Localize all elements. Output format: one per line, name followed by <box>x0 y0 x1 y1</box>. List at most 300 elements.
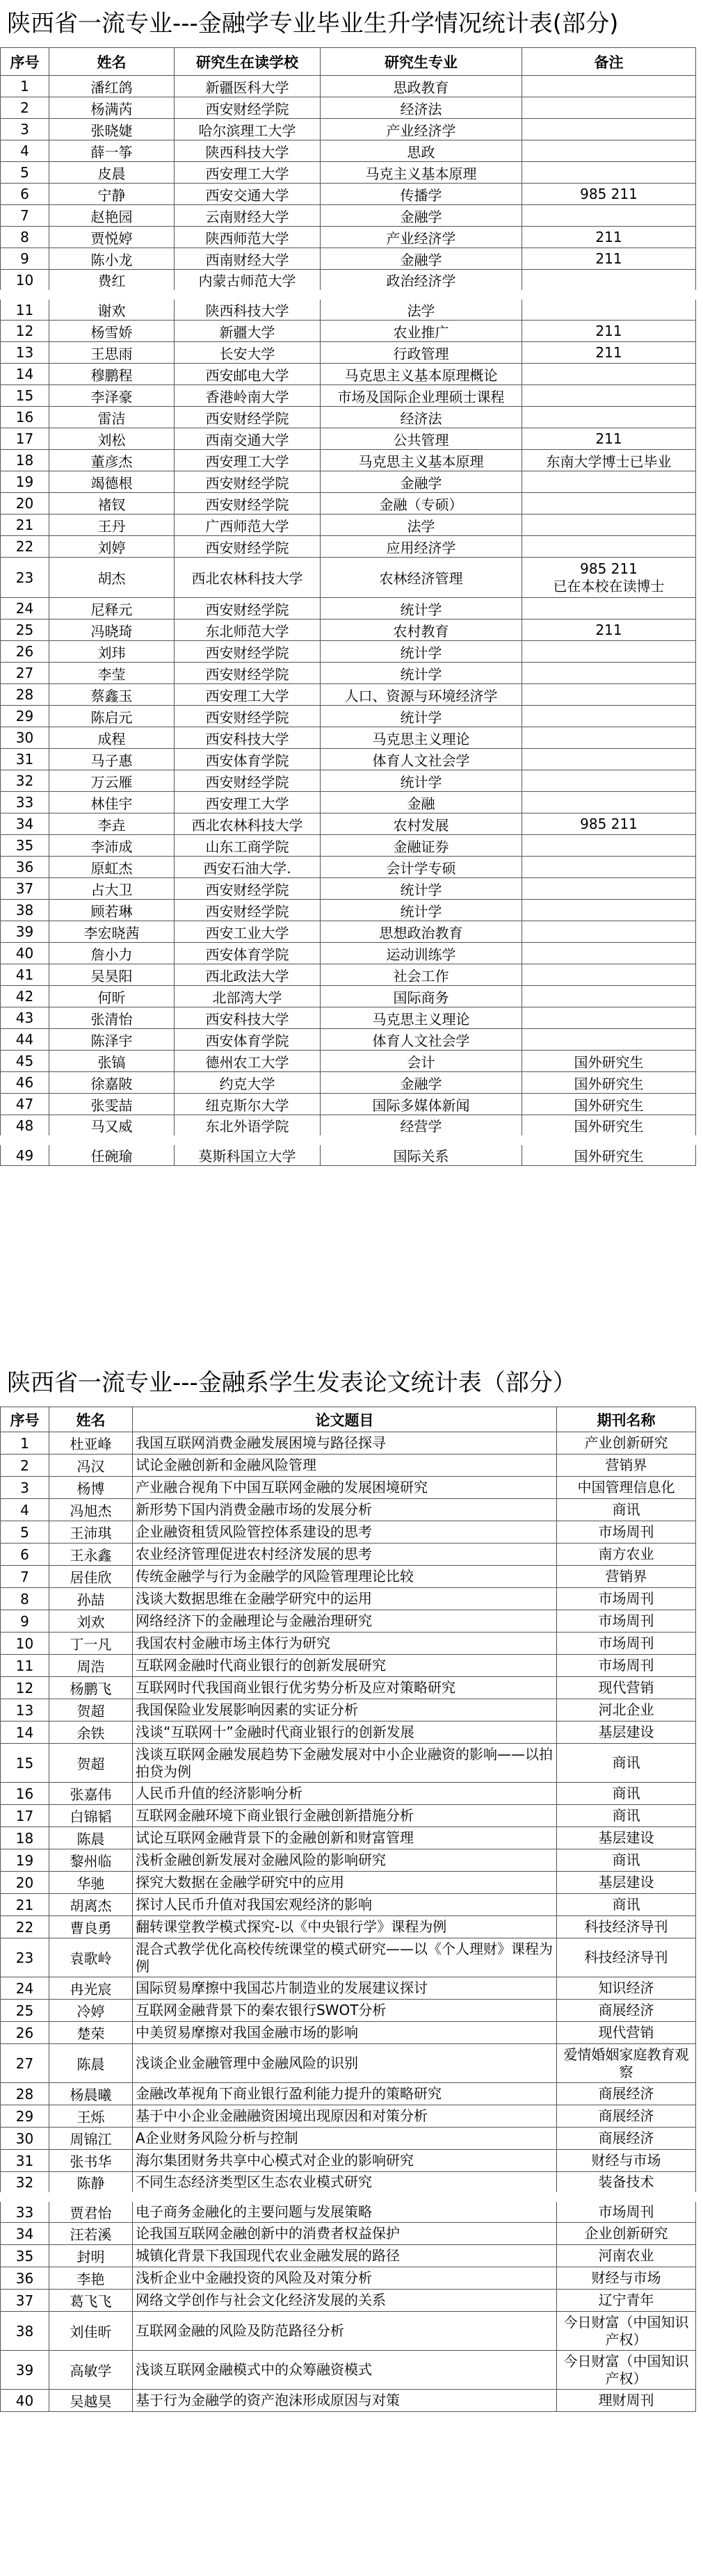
cell-school: 西安理工大学 <box>175 450 321 471</box>
table-row <box>1 515 696 536</box>
table-row <box>1 727 696 749</box>
table-row <box>1 558 696 598</box>
cell-school: 西北政法大学 <box>175 964 321 986</box>
cell-paper-title: 我国保险业发展影响因素的实证分析 <box>133 1699 557 1722</box>
cell-remark: 211 <box>522 248 696 270</box>
cell-journal: 营销界 <box>557 1455 696 1477</box>
cell-major: 马克思主义基本原理概论 <box>321 364 522 385</box>
cell-journal: 爱情婚姻家庭教育观察 <box>557 2044 696 2083</box>
cell-index: 3 <box>1 1477 49 1499</box>
cell-remark <box>522 140 696 162</box>
cell-major: 金融证券 <box>321 835 522 857</box>
table-row <box>1 1115 696 1141</box>
cell-index: 12 <box>1 1677 49 1699</box>
table-row <box>1 2223 696 2245</box>
cell-name: 杨晨曦 <box>49 2083 133 2105</box>
cell-name: 褚钗 <box>49 493 175 515</box>
cell-major: 思政 <box>321 140 522 162</box>
cell-remark <box>522 1029 696 1051</box>
cell-index: 33 <box>1 2197 49 2223</box>
cell-remark <box>522 205 696 227</box>
table-row <box>1 342 696 364</box>
cell-major: 农业推广 <box>321 321 522 342</box>
cell-index: 45 <box>1 1051 49 1072</box>
cell-major: 政治经济学 <box>321 270 522 295</box>
cell-school: 西安体育学院 <box>175 1029 321 1051</box>
cell-school: 哈尔滨理工大学 <box>175 119 321 140</box>
cell-major: 经济法 <box>321 97 522 119</box>
cell-name: 封明 <box>49 2245 133 2267</box>
cell-name: 薛一筝 <box>49 140 175 162</box>
table-row <box>1 295 696 321</box>
cell-remark <box>522 76 696 97</box>
table-row <box>1 813 696 835</box>
cell-major: 统计学 <box>321 878 522 900</box>
cell-journal: 财经与市场 <box>557 2267 696 2290</box>
cell-name: 贺超 <box>49 1744 133 1783</box>
cell-index: 26 <box>1 641 49 663</box>
cell-journal: 营销界 <box>557 1566 696 1588</box>
table-row <box>1 248 696 270</box>
cell-index: 47 <box>1 1094 49 1115</box>
cell-index: 8 <box>1 227 49 248</box>
cell-major: 应用经济学 <box>321 536 522 558</box>
table-row <box>1 97 696 119</box>
cell-journal: 财经与市场 <box>557 2150 696 2172</box>
cell-paper-title: 不同生态经济类型区生态农业模式研究 <box>133 2172 557 2198</box>
cell-name: 张嘉伟 <box>49 1783 133 1805</box>
table-row <box>1 1610 696 1633</box>
cell-remark: 国外研究生 <box>522 1051 696 1072</box>
table-row <box>1 321 696 342</box>
cell-journal: 今日财富（中国知识产权） <box>557 2351 696 2390</box>
cell-name: 张晓婕 <box>49 119 175 140</box>
cell-paper-title: 城镇化背景下我国现代农业金融发展的路径 <box>133 2245 557 2267</box>
paper-table-title: 陕西省一流专业---金融系学生发表论文统计表（部分） <box>7 1369 576 1397</box>
cell-index: 6 <box>1 1544 49 1566</box>
cell-index: 14 <box>1 364 49 385</box>
cell-index: 26 <box>1 2022 49 2044</box>
table-row <box>1 1744 696 1783</box>
cell-paper-title: 网络经济下的金融理论与金融治理研究 <box>133 1610 557 1633</box>
cell-major: 体育人文社会学 <box>321 1029 522 1051</box>
cell-remark <box>522 857 696 878</box>
cell-name: 李沛成 <box>49 835 175 857</box>
cell-index: 30 <box>1 727 49 749</box>
cell-index: 8 <box>1 1588 49 1610</box>
table-row <box>1 270 696 295</box>
table-row <box>1 1783 696 1805</box>
cell-name: 冯旭杰 <box>49 1499 133 1521</box>
table-row <box>1 598 696 619</box>
cell-journal: 商展经济 <box>557 2105 696 2128</box>
table-row <box>1 1140 696 1166</box>
cell-remark: 985 211 <box>522 184 696 205</box>
cell-journal: 南方农业 <box>557 1544 696 1566</box>
cell-index: 31 <box>1 2150 49 2172</box>
cell-name: 王丹 <box>49 515 175 536</box>
cell-name: 华驰 <box>49 1872 133 1894</box>
table-row <box>1 900 696 921</box>
cell-name: 宁静 <box>49 184 175 205</box>
table-row <box>1 1699 696 1722</box>
cell-remark <box>522 162 696 184</box>
cell-name: 刘欢 <box>49 1610 133 1633</box>
cell-name: 吴昊阳 <box>49 964 175 986</box>
cell-major: 社会工作 <box>321 964 522 986</box>
cell-remark <box>522 493 696 515</box>
cell-major: 思政教育 <box>321 76 522 97</box>
table-row <box>1 162 696 184</box>
cell-paper-title: 海尔集团财务共享中心模式对企业的影响研究 <box>133 2150 557 2172</box>
cell-paper-title: 我国互联网消费金融发展困境与路径探寻 <box>133 1432 557 1455</box>
cell-major: 运动训练学 <box>321 943 522 964</box>
cell-paper-title: 我国农村金融市场主体行为研究 <box>133 1633 557 1655</box>
cell-index: 19 <box>1 1849 49 1872</box>
cell-index: 14 <box>1 1722 49 1744</box>
table-row <box>1 385 696 407</box>
cell-name: 冯晓琦 <box>49 619 175 641</box>
cell-journal: 商讯 <box>557 1783 696 1805</box>
cell-journal: 产业创新研究 <box>557 1432 696 1455</box>
cell-paper-title: 新形势下国内消费金融市场的发展分析 <box>133 1499 557 1521</box>
cell-index: 42 <box>1 986 49 1007</box>
cell-name: 冯汉 <box>49 1455 133 1477</box>
cell-paper-title: 互联网金融时代商业银行的创新发展研究 <box>133 1655 557 1677</box>
cell-major: 统计学 <box>321 663 522 684</box>
cell-name: 居佳欣 <box>49 1566 133 1588</box>
cell-index: 4 <box>1 1499 49 1521</box>
cell-paper-title: 试论互联网金融背景下的金融创新和财富管理 <box>133 1827 557 1849</box>
cell-name: 潘红鸽 <box>49 76 175 97</box>
table-row <box>1 1633 696 1655</box>
cell-index: 21 <box>1 1894 49 1916</box>
cell-index: 21 <box>1 515 49 536</box>
table-row <box>1 1094 696 1115</box>
cell-major: 农村教育 <box>321 619 522 641</box>
table-row <box>1 1455 696 1477</box>
cell-name: 汪若溪 <box>49 2223 133 2245</box>
table-row <box>1 1432 696 1455</box>
table-row <box>1 184 696 205</box>
cell-remark: 211 <box>522 619 696 641</box>
cell-journal: 商展经济 <box>557 2083 696 2105</box>
cell-remark: 东南大学博士已毕业 <box>522 450 696 471</box>
cell-major: 农林经济管理 <box>321 558 522 598</box>
cell-paper-title: 浅析金融创新发展对金融风险的影响研究 <box>133 1849 557 1872</box>
cell-name: 胡杰 <box>49 558 175 598</box>
cell-remark <box>522 364 696 385</box>
cell-journal: 河北企业 <box>557 1699 696 1722</box>
cell-paper-title: 产业融合视角下中国互联网金融的发展困境研究 <box>133 1477 557 1499</box>
table-row <box>1 1499 696 1521</box>
cell-remark <box>522 641 696 663</box>
cell-name: 杜亚峰 <box>49 1432 133 1455</box>
cell-index: 35 <box>1 835 49 857</box>
table-row <box>1 619 696 641</box>
table-row <box>1 1072 696 1094</box>
cell-index: 38 <box>1 2312 49 2351</box>
cell-remark: 国外研究生 <box>522 1094 696 1115</box>
table-row <box>1 407 696 428</box>
table-row <box>1 2128 696 2150</box>
table-row <box>1 1938 696 1977</box>
cell-index: 12 <box>1 321 49 342</box>
cell-name: 张雯喆 <box>49 1094 175 1115</box>
table-row <box>1 2172 696 2198</box>
cell-name: 占大卫 <box>49 878 175 900</box>
table-row <box>1 2083 696 2105</box>
cell-remark: 211 <box>522 342 696 364</box>
cell-name: 孙喆 <box>49 1588 133 1610</box>
cell-paper-title: 金融改革视角下商业银行盈利能力提升的策略研究 <box>133 2083 557 2105</box>
cell-school: 北部湾大学 <box>175 986 321 1007</box>
cell-school: 莫斯科国立大学 <box>175 1140 321 1166</box>
cell-index: 34 <box>1 813 49 835</box>
cell-index: 36 <box>1 2267 49 2290</box>
table-row <box>1 2245 696 2267</box>
cell-school: 西安体育学院 <box>175 943 321 964</box>
cell-index: 7 <box>1 205 49 227</box>
cell-index: 1 <box>1 1432 49 1455</box>
cell-name: 杨雪娇 <box>49 321 175 342</box>
cell-name: 陈启元 <box>49 706 175 727</box>
cell-paper-title: 中美贸易摩擦对我国金融市场的影响 <box>133 2022 557 2044</box>
cell-name: 蔡鑫玉 <box>49 684 175 706</box>
table-row <box>1 2000 696 2022</box>
cell-name: 曹良勇 <box>49 1916 133 1938</box>
cell-index: 36 <box>1 857 49 878</box>
cell-major: 金融学 <box>321 1072 522 1094</box>
table-row <box>1 921 696 943</box>
cell-remark <box>522 270 696 295</box>
cell-major: 法学 <box>321 515 522 536</box>
cell-paper-title: 浅谈互联网金融发展趋势下金融发展对中小企业融资的影响——以拍拍贷为例 <box>133 1744 557 1783</box>
cell-index: 22 <box>1 1916 49 1938</box>
cell-name: 刘玮 <box>49 641 175 663</box>
cell-index: 18 <box>1 1827 49 1849</box>
cell-name: 万云雁 <box>49 770 175 792</box>
cell-remark: 国外研究生 <box>522 1115 696 1141</box>
cell-school: 德州农工大学 <box>175 1051 321 1072</box>
cell-index: 10 <box>1 270 49 295</box>
cell-journal: 市场周刊 <box>557 1633 696 1655</box>
cell-name: 张镐 <box>49 1051 175 1072</box>
cell-name: 楚荣 <box>49 2022 133 2044</box>
graduate-table-sheet <box>0 0 703 1165</box>
col-header-name: 姓名 <box>49 1407 133 1432</box>
cell-name: 皮晨 <box>49 162 175 184</box>
table-row <box>1 792 696 813</box>
cell-index: 25 <box>1 2000 49 2022</box>
cell-school: 长安大学 <box>175 342 321 364</box>
table-row <box>1 749 696 770</box>
graduate-table-title: 陕西省一流专业---金融学专业毕业生升学情况统计表(部分) <box>7 10 619 38</box>
cell-journal: 今日财富（中国知识产权） <box>557 2312 696 2351</box>
cell-remark <box>522 385 696 407</box>
cell-school: 西安财经学院 <box>175 471 321 493</box>
cell-major: 会计 <box>321 1051 522 1072</box>
table-row <box>1 663 696 684</box>
cell-paper-title: 国际贸易摩擦中我国芯片制造业的发展建议探讨 <box>133 1977 557 2000</box>
table-row <box>1 835 696 857</box>
cell-name: 王烁 <box>49 2105 133 2128</box>
cell-remark <box>522 986 696 1007</box>
paper-table-sheet <box>0 1359 703 2410</box>
cell-major: 马克思主义理论 <box>321 1007 522 1029</box>
cell-paper-title: 互联网金融背景下的秦农银行SWOT分析 <box>133 2000 557 2022</box>
cell-index: 27 <box>1 2044 49 2083</box>
cell-name: 王沛琪 <box>49 1521 133 1544</box>
cell-remark <box>522 515 696 536</box>
cell-school: 陕西师范大学 <box>175 227 321 248</box>
cell-index: 6 <box>1 184 49 205</box>
table-row <box>1 943 696 964</box>
cell-index: 9 <box>1 248 49 270</box>
cell-name: 陈小龙 <box>49 248 175 270</box>
cell-index: 29 <box>1 2105 49 2128</box>
table-row <box>1 2312 696 2351</box>
cell-major: 金融学 <box>321 248 522 270</box>
cell-journal: 商展经济 <box>557 2000 696 2022</box>
cell-name: 葛飞飞 <box>49 2290 133 2312</box>
cell-major: 统计学 <box>321 598 522 619</box>
table-row <box>1 1916 696 1938</box>
table-row <box>1 1051 696 1072</box>
cell-index: 40 <box>1 943 49 964</box>
cell-paper-title: 基于中小企业金融融资困境出现原因和对策分析 <box>133 2105 557 2128</box>
cell-remark <box>522 536 696 558</box>
cell-school: 西安交通大学 <box>175 184 321 205</box>
cell-major: 人口、资源与环境经济学 <box>321 684 522 706</box>
cell-name: 原虹杰 <box>49 857 175 878</box>
cell-major: 传播学 <box>321 184 522 205</box>
cell-remark: 211 <box>522 227 696 248</box>
table-row <box>1 684 696 706</box>
cell-remark: 211 <box>522 428 696 450</box>
cell-index: 27 <box>1 663 49 684</box>
cell-school: 西安财经学院 <box>175 407 321 428</box>
cell-index: 13 <box>1 342 49 364</box>
cell-index: 23 <box>1 558 49 598</box>
cell-remark <box>522 749 696 770</box>
cell-major: 金融学 <box>321 471 522 493</box>
cell-name: 冉光宸 <box>49 1977 133 2000</box>
cell-name: 杨博 <box>49 1477 133 1499</box>
cell-index: 30 <box>1 2128 49 2150</box>
cell-major: 国际商务 <box>321 986 522 1007</box>
cell-school: 西南交通大学 <box>175 428 321 450</box>
cell-name: 陈晨 <box>49 2044 133 2083</box>
cell-index: 24 <box>1 1977 49 2000</box>
cell-major: 国际关系 <box>321 1140 522 1166</box>
table-row <box>1 641 696 663</box>
cell-name: 陈静 <box>49 2172 133 2198</box>
cell-school: 西安体育学院 <box>175 749 321 770</box>
cell-paper-title: 传统金融学与行为金融学的风险管理理论比较 <box>133 1566 557 1588</box>
cell-index: 4 <box>1 140 49 162</box>
cell-index: 34 <box>1 2223 49 2245</box>
cell-index: 28 <box>1 684 49 706</box>
cell-remark <box>522 119 696 140</box>
table-row <box>1 76 696 97</box>
cell-index: 39 <box>1 2351 49 2390</box>
cell-school: 云南财经大学 <box>175 205 321 227</box>
cell-remark <box>522 97 696 119</box>
table-row <box>1 1007 696 1029</box>
cell-index: 13 <box>1 1699 49 1722</box>
cell-remark <box>522 598 696 619</box>
cell-paper-title: 互联网时代我国商业银行优劣势分析及应对策略研究 <box>133 1677 557 1699</box>
cell-school: 西安财经学院 <box>175 878 321 900</box>
table-row <box>1 1827 696 1849</box>
cell-index: 11 <box>1 1655 49 1677</box>
table-row <box>1 1849 696 1872</box>
cell-index: 37 <box>1 878 49 900</box>
cell-journal: 科技经济导刊 <box>557 1938 696 1977</box>
cell-name: 李宏晓茜 <box>49 921 175 943</box>
cell-remark <box>522 471 696 493</box>
cell-school: 山东工商学院 <box>175 835 321 857</box>
cell-school: 西安财经学院 <box>175 770 321 792</box>
cell-name: 王永鑫 <box>49 1544 133 1566</box>
cell-major: 马克主义基本原理 <box>321 162 522 184</box>
cell-major: 马克思主义基本原理 <box>321 450 522 471</box>
cell-remark: 985 211 <box>522 813 696 835</box>
cell-remark <box>522 792 696 813</box>
cell-paper-title: 探究大数据在金融学研究中的应用 <box>133 1872 557 1894</box>
cell-paper-title: 试论金融创新和金融风险管理 <box>133 1455 557 1477</box>
cell-index: 38 <box>1 900 49 921</box>
table-row <box>1 227 696 248</box>
table-row <box>1 119 696 140</box>
cell-major: 金融学 <box>321 205 522 227</box>
remark-line: 985 211 <box>580 560 638 577</box>
cell-journal: 市场周刊 <box>557 2197 696 2223</box>
cell-journal: 理财周刊 <box>557 2390 696 2412</box>
col-header-journal: 期刊名称 <box>557 1407 696 1432</box>
cell-name: 余铁 <box>49 1722 133 1744</box>
cell-remark <box>522 727 696 749</box>
cell-school: 东北外语学院 <box>175 1115 321 1141</box>
cell-paper-title: 浅谈大数据思维在金融学研究中的运用 <box>133 1588 557 1610</box>
cell-index: 23 <box>1 1938 49 1977</box>
cell-name: 丁一凡 <box>49 1633 133 1655</box>
cell-paper-title: 农业经济管理促进农村经济发展的思考 <box>133 1544 557 1566</box>
table-row <box>1 1722 696 1744</box>
cell-school: 东北师范大学 <box>175 619 321 641</box>
table-row <box>1 1894 696 1916</box>
table-row <box>1 140 696 162</box>
col-header-index: 序号 <box>1 48 49 76</box>
cell-school: 西北农林科技大学 <box>175 813 321 835</box>
table-row <box>1 878 696 900</box>
cell-school: 西安石油大学. <box>175 857 321 878</box>
cell-name: 詹小力 <box>49 943 175 964</box>
cell-major: 农村发展 <box>321 813 522 835</box>
table-row <box>1 857 696 878</box>
cell-name: 李艳 <box>49 2267 133 2290</box>
cell-index: 22 <box>1 536 49 558</box>
cell-name: 董彦杰 <box>49 450 175 471</box>
cell-name: 张书华 <box>49 2150 133 2172</box>
cell-journal: 商讯 <box>557 1894 696 1916</box>
cell-remark <box>522 558 696 598</box>
cell-name: 赵艳园 <box>49 205 175 227</box>
cell-index: 7 <box>1 1566 49 1588</box>
table-row <box>1 2150 696 2172</box>
cell-index: 17 <box>1 428 49 450</box>
